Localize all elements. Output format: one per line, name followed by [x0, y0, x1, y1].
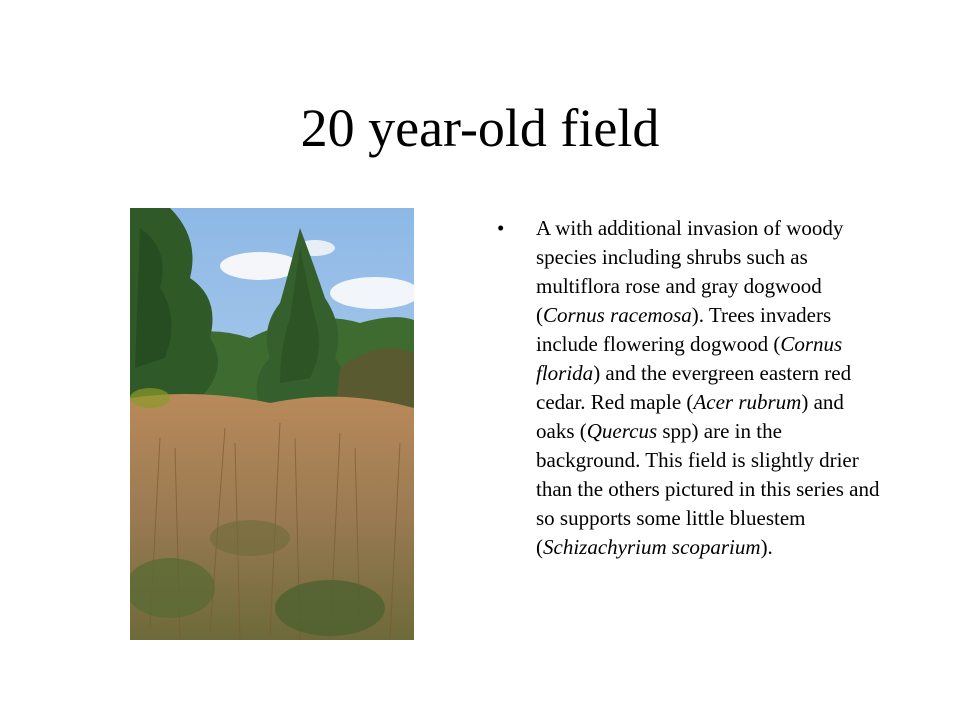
slide-title: 20 year-old field [300, 98, 660, 158]
bullet-dot: • [497, 216, 505, 240]
field-photo [130, 208, 414, 640]
bullet-text: A with additional invasion of woody species including shrubs such as multiflora rose and gray dogwood (Cornus racemosa). Trees invaders include flowering dogwood (Cornus florida) and the evergreen eastern red cedar. Red maple (Acer rubrum) and oaks (Quercus spp) are in the background. This field is slightly drier than the others pictured in this series and so supports some little bluestem (Schizachyrium scoparium). [536, 216, 880, 559]
bullet-item [497, 214, 887, 562]
bullet-list [497, 214, 887, 562]
